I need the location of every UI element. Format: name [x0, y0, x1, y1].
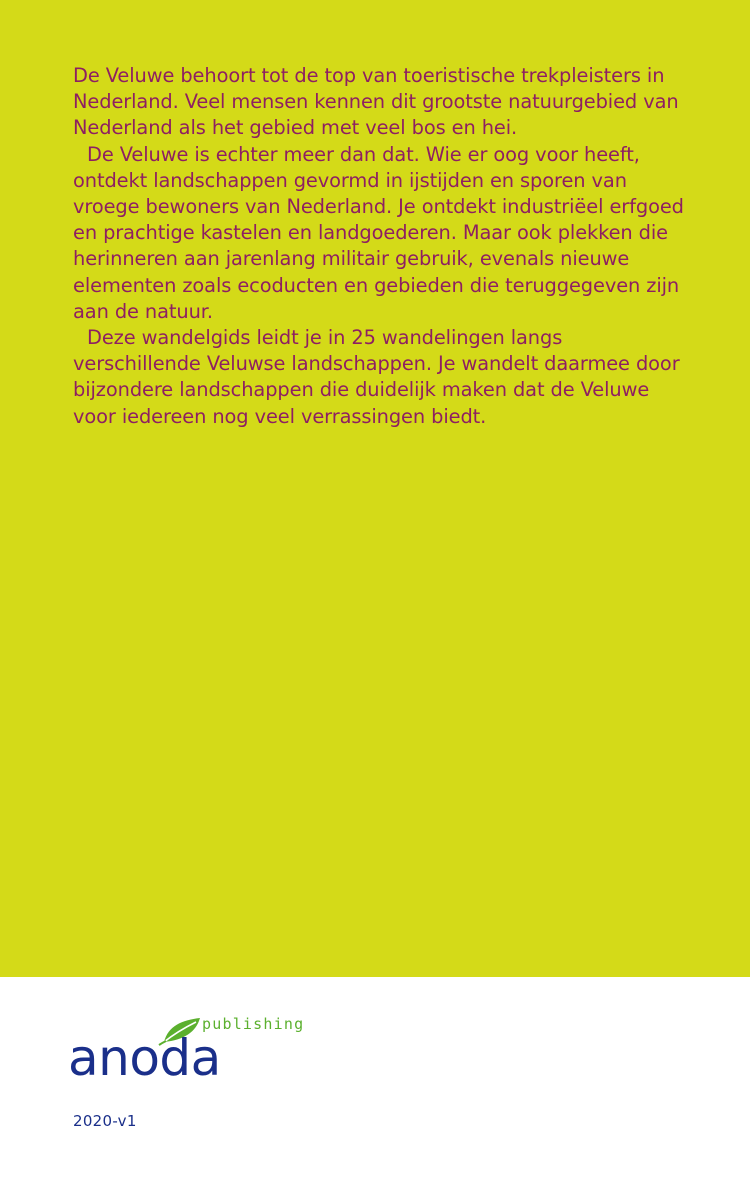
blurb-paragraph-3: Deze wandelgids leidt je in 25 wandelingen langs verschillende Veluwse landschappen. Je wandelt daarmee door bijzondere landschappen die duidelijk maken dat de Veluwe voor iedereen nog veel verrassingen biedt.: [73, 326, 680, 428]
publisher-tagline: publishing: [202, 1015, 305, 1033]
blurb-paragraph-2: De Veluwe is echter meer dan dat. Wie er oog voor heeft, ontdekt landschappen gevormd in ijstijden en sporen van vroege bewoners van Nederland. Je ontdekt industriëel erfgoed en prachtige kastelen en landgoederen. Maar ook plekken die herinneren aan jarenlang militair gebruik, evenals nieuwe elementen zoals ecoducten en gebieden die teruggegeven zijn aan de natuur.: [73, 142, 684, 323]
publisher-name: anoda: [68, 1029, 221, 1087]
publisher-logo: [68, 1010, 328, 1090]
blurb-paragraph-1: De Veluwe behoort tot de top van toeristische trekpleisters in Nederland. Veel mensen kennen dit grootste natuurgebied van Nederland als het gebied met veel bos en hei.: [73, 64, 679, 140]
edition-code: 2020-v1: [73, 1112, 137, 1130]
back-cover-blurb: [73, 63, 693, 430]
